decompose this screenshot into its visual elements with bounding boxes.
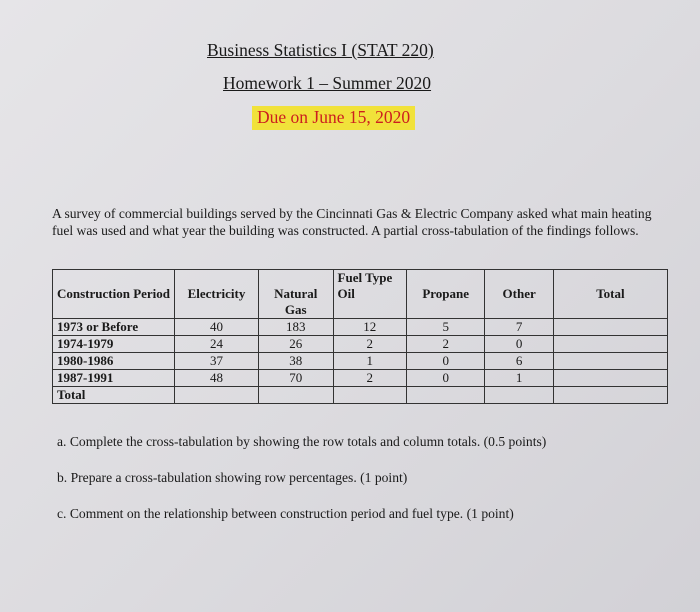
- cell-other: 7: [485, 319, 553, 336]
- row-label: 1987-1991: [53, 370, 175, 387]
- cell-other: 6: [485, 353, 553, 370]
- cell-natural-gas: 38: [258, 353, 333, 370]
- cell-oil: 12: [333, 319, 406, 336]
- cell-electricity: 24: [175, 336, 259, 353]
- cell-total-natural-gas: [258, 387, 333, 404]
- cell-electricity: 48: [175, 370, 259, 387]
- cell-total: [553, 370, 667, 387]
- table-header-row: [53, 270, 668, 319]
- col-header-propane: Propane: [406, 270, 485, 319]
- row-label: 1980-1986: [53, 353, 175, 370]
- cell-propane: 0: [406, 370, 485, 387]
- question-a: a. Complete the cross-tabulation by showing the row totals and column totals. (0.5 points): [57, 434, 547, 449]
- cell-grand-total: [553, 387, 667, 404]
- col-header-other: Other: [485, 270, 553, 319]
- problem-statement: A survey of commercial buildings served by the Cincinnati Gas & Electric Company asked what main heating fuel was used and what year the building was constructed. A partial cross-tabulation of the findings follows.: [52, 206, 652, 238]
- cell-propane: 2: [406, 336, 485, 353]
- cell-other: 0: [485, 336, 553, 353]
- cross-tabulation-table: [52, 269, 668, 404]
- row-header-cell: Construction Period: [53, 270, 175, 319]
- cell-electricity: 37: [175, 353, 259, 370]
- cell-total-oil: [333, 387, 406, 404]
- due-date: Due on June 15, 2020: [252, 106, 415, 130]
- table-row: [53, 370, 668, 387]
- cell-total-other: [485, 387, 553, 404]
- cell-total-electricity: [175, 387, 259, 404]
- col-header-total: Total: [553, 270, 667, 319]
- cell-natural-gas: 183: [258, 319, 333, 336]
- cell-other: 1: [485, 370, 553, 387]
- cell-natural-gas: 70: [258, 370, 333, 387]
- row-label: 1974-1979: [53, 336, 175, 353]
- total-row-label: Total: [53, 387, 175, 404]
- col-header-natural-gas: Natural Gas: [258, 270, 333, 319]
- course-title: Business Statistics I (STAT 220): [207, 40, 434, 60]
- cell-natural-gas: 26: [258, 336, 333, 353]
- cell-oil: 1: [333, 353, 406, 370]
- table-row: [53, 336, 668, 353]
- row-label: 1973 or Before: [53, 319, 175, 336]
- cell-propane: 0: [406, 353, 485, 370]
- question-c: c. Comment on the relationship between construction period and fuel type. (1 point): [57, 506, 514, 521]
- table-row: [53, 353, 668, 370]
- table-total-row: [53, 387, 668, 404]
- table-row: [53, 319, 668, 336]
- cell-electricity: 40: [175, 319, 259, 336]
- homework-title: Homework 1 – Summer 2020: [223, 73, 432, 93]
- cell-oil: 2: [333, 336, 406, 353]
- cell-propane: 5: [406, 319, 485, 336]
- cell-total: [553, 353, 667, 370]
- cell-total: [553, 336, 667, 353]
- question-b: b. Prepare a cross-tabulation showing row percentages. (1 point): [57, 470, 408, 485]
- cell-total: [553, 319, 667, 336]
- cell-total-propane: [406, 387, 485, 404]
- cell-oil: 2: [333, 370, 406, 387]
- col-header-oil-cell: [333, 270, 406, 319]
- col-header-electricity: Electricity: [175, 270, 259, 319]
- fuel-type-group-header: Fuel Type: [337, 270, 393, 285]
- col-header-oil: Oil: [337, 286, 355, 301]
